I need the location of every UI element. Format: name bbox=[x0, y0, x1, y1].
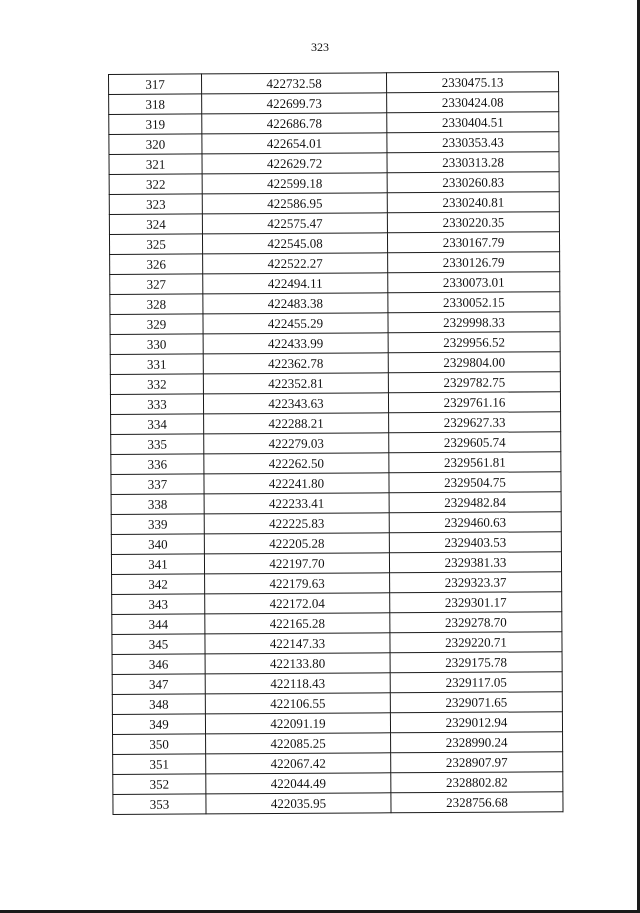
y-coordinate-cell: 2328802.82 bbox=[391, 772, 563, 793]
x-coordinate-cell: 422179.63 bbox=[205, 573, 390, 594]
x-coordinate-cell: 422629.72 bbox=[202, 153, 387, 174]
point-number-cell: 335 bbox=[111, 434, 204, 455]
y-coordinate-cell: 2330126.79 bbox=[388, 252, 560, 273]
y-coordinate-cell: 2330073.01 bbox=[388, 272, 560, 293]
y-coordinate-cell: 2330167.79 bbox=[387, 232, 559, 253]
x-coordinate-cell: 422241.80 bbox=[204, 473, 389, 494]
x-coordinate-cell: 422225.83 bbox=[204, 513, 389, 534]
table-row bbox=[109, 72, 559, 95]
x-coordinate-cell: 422197.70 bbox=[204, 553, 389, 574]
point-number-cell: 317 bbox=[109, 74, 202, 95]
table-row bbox=[111, 412, 561, 435]
table-row bbox=[112, 692, 562, 715]
x-coordinate-cell: 422172.04 bbox=[205, 593, 390, 614]
x-coordinate-cell: 422699.73 bbox=[202, 93, 387, 114]
y-coordinate-cell: 2329220.71 bbox=[390, 632, 562, 653]
x-coordinate-cell: 422686.78 bbox=[202, 113, 387, 134]
y-coordinate-cell: 2329117.05 bbox=[390, 672, 562, 693]
y-coordinate-cell: 2329381.33 bbox=[389, 552, 561, 573]
x-coordinate-cell: 422586.95 bbox=[202, 193, 387, 214]
table-row bbox=[109, 192, 559, 215]
point-number-cell: 353 bbox=[113, 794, 206, 815]
point-number-cell: 334 bbox=[111, 414, 204, 435]
table-row bbox=[111, 432, 561, 455]
y-coordinate-cell: 2329460.63 bbox=[389, 512, 561, 533]
point-number-cell: 340 bbox=[111, 534, 204, 555]
y-coordinate-cell: 2330424.08 bbox=[387, 92, 559, 113]
point-number-cell: 336 bbox=[111, 454, 204, 475]
point-number-cell: 351 bbox=[113, 754, 206, 775]
y-coordinate-cell: 2328990.24 bbox=[391, 732, 563, 753]
point-number-cell: 325 bbox=[109, 234, 202, 255]
x-coordinate-cell: 422599.18 bbox=[202, 173, 387, 194]
table-row bbox=[109, 112, 559, 135]
y-coordinate-cell: 2329804.00 bbox=[388, 352, 560, 373]
point-number-cell: 333 bbox=[110, 394, 203, 415]
table-row bbox=[109, 212, 559, 235]
x-coordinate-cell: 422233.41 bbox=[204, 493, 389, 514]
point-number-cell: 331 bbox=[110, 354, 203, 375]
x-coordinate-cell: 422575.47 bbox=[202, 213, 387, 234]
point-number-cell: 329 bbox=[110, 314, 203, 335]
y-coordinate-cell: 2329071.65 bbox=[390, 692, 562, 713]
table-row bbox=[110, 392, 560, 415]
y-coordinate-cell: 2329301.17 bbox=[390, 592, 562, 613]
point-number-cell: 338 bbox=[111, 494, 204, 515]
y-coordinate-cell: 2328907.97 bbox=[391, 752, 563, 773]
x-coordinate-cell: 422545.08 bbox=[202, 233, 387, 254]
x-coordinate-cell: 422133.80 bbox=[205, 653, 390, 674]
point-number-cell: 319 bbox=[109, 114, 202, 135]
table-row bbox=[110, 252, 560, 275]
y-coordinate-cell: 2330220.35 bbox=[387, 212, 559, 233]
y-coordinate-cell: 2329482.84 bbox=[389, 492, 561, 513]
point-number-cell: 321 bbox=[109, 154, 202, 175]
x-coordinate-cell: 422147.33 bbox=[205, 633, 390, 654]
y-coordinate-cell: 2330052.15 bbox=[388, 292, 560, 313]
y-coordinate-cell: 2330353.43 bbox=[387, 132, 559, 153]
point-number-cell: 343 bbox=[112, 594, 205, 615]
y-coordinate-cell: 2329605.74 bbox=[389, 432, 561, 453]
x-coordinate-cell: 422362.78 bbox=[203, 353, 388, 374]
y-coordinate-cell: 2328756.68 bbox=[391, 792, 563, 813]
coordinate-table bbox=[108, 71, 564, 815]
table-row bbox=[113, 752, 563, 775]
point-number-cell: 342 bbox=[112, 574, 205, 595]
x-coordinate-cell: 422205.28 bbox=[204, 533, 389, 554]
table-row bbox=[112, 572, 562, 595]
y-coordinate-cell: 2330475.13 bbox=[386, 72, 558, 93]
x-coordinate-cell: 422352.81 bbox=[203, 373, 388, 394]
x-coordinate-cell: 422522.27 bbox=[203, 253, 388, 274]
x-coordinate-cell: 422165.28 bbox=[205, 613, 390, 634]
x-coordinate-cell: 422279.03 bbox=[204, 433, 389, 454]
point-number-cell: 324 bbox=[109, 214, 202, 235]
table-row bbox=[111, 532, 561, 555]
table-row bbox=[110, 292, 560, 315]
table-row bbox=[111, 552, 561, 575]
point-number-cell: 350 bbox=[113, 734, 206, 755]
point-number-cell: 328 bbox=[110, 294, 203, 315]
table-body bbox=[109, 72, 564, 815]
point-number-cell: 327 bbox=[110, 274, 203, 295]
point-number-cell: 318 bbox=[109, 94, 202, 115]
x-coordinate-cell: 422035.95 bbox=[206, 793, 391, 814]
table-row bbox=[110, 272, 560, 295]
x-coordinate-cell: 422732.58 bbox=[202, 73, 387, 94]
point-number-cell: 348 bbox=[112, 694, 205, 715]
table-row bbox=[111, 492, 561, 515]
point-number-cell: 322 bbox=[109, 174, 202, 195]
table-row bbox=[109, 172, 559, 195]
y-coordinate-cell: 2329403.53 bbox=[389, 532, 561, 553]
point-number-cell: 337 bbox=[111, 474, 204, 495]
table-row bbox=[113, 732, 563, 755]
point-number-cell: 332 bbox=[110, 374, 203, 395]
x-coordinate-cell: 422343.63 bbox=[203, 393, 388, 414]
x-coordinate-cell: 422091.19 bbox=[205, 713, 390, 734]
table-row bbox=[110, 352, 560, 375]
point-number-cell: 344 bbox=[112, 614, 205, 635]
table-row bbox=[112, 612, 562, 635]
point-number-cell: 352 bbox=[113, 774, 206, 795]
point-number-cell: 346 bbox=[112, 654, 205, 675]
x-coordinate-cell: 422262.50 bbox=[204, 453, 389, 474]
table-row bbox=[109, 92, 559, 115]
point-number-cell: 323 bbox=[109, 194, 202, 215]
y-coordinate-cell: 2329012.94 bbox=[390, 712, 562, 733]
x-coordinate-cell: 422288.21 bbox=[204, 413, 389, 434]
point-number-cell: 339 bbox=[111, 514, 204, 535]
table-row bbox=[110, 332, 560, 355]
point-number-cell: 341 bbox=[111, 554, 204, 575]
x-coordinate-cell: 422483.38 bbox=[203, 293, 388, 314]
point-number-cell: 320 bbox=[109, 134, 202, 155]
y-coordinate-cell: 2329504.75 bbox=[389, 472, 561, 493]
point-number-cell: 326 bbox=[110, 254, 203, 275]
table-row bbox=[111, 472, 561, 495]
x-coordinate-cell: 422654.01 bbox=[202, 133, 387, 154]
y-coordinate-cell: 2329561.81 bbox=[389, 452, 561, 473]
x-coordinate-cell: 422085.25 bbox=[206, 733, 391, 754]
table-row bbox=[112, 652, 562, 675]
table-row bbox=[109, 152, 559, 175]
table-row bbox=[111, 452, 561, 475]
x-coordinate-cell: 422106.55 bbox=[205, 693, 390, 714]
y-coordinate-cell: 2329323.37 bbox=[390, 572, 562, 593]
point-number-cell: 347 bbox=[112, 674, 205, 695]
table-row bbox=[110, 372, 560, 395]
x-coordinate-cell: 422044.49 bbox=[206, 773, 391, 794]
point-number-cell: 349 bbox=[112, 714, 205, 735]
page-number: 323 bbox=[311, 40, 329, 54]
x-coordinate-cell: 422118.43 bbox=[205, 673, 390, 694]
table-row bbox=[112, 672, 562, 695]
table-row bbox=[112, 712, 562, 735]
y-coordinate-cell: 2330260.83 bbox=[387, 172, 559, 193]
point-number-cell: 345 bbox=[112, 634, 205, 655]
y-coordinate-cell: 2329998.33 bbox=[388, 312, 560, 333]
table-row bbox=[111, 512, 561, 535]
table-row bbox=[112, 632, 562, 655]
x-coordinate-cell: 422455.29 bbox=[203, 313, 388, 334]
y-coordinate-cell: 2329956.52 bbox=[388, 332, 560, 353]
x-coordinate-cell: 422494.11 bbox=[203, 273, 388, 294]
table-row bbox=[113, 772, 563, 795]
y-coordinate-cell: 2329761.16 bbox=[388, 392, 560, 413]
y-coordinate-cell: 2329278.70 bbox=[390, 612, 562, 633]
point-number-cell: 330 bbox=[110, 334, 203, 355]
table-row bbox=[109, 232, 559, 255]
x-coordinate-cell: 422067.42 bbox=[206, 753, 391, 774]
y-coordinate-cell: 2329175.78 bbox=[390, 652, 562, 673]
y-coordinate-cell: 2329782.75 bbox=[388, 372, 560, 393]
x-coordinate-cell: 422433.99 bbox=[203, 333, 388, 354]
y-coordinate-cell: 2330313.28 bbox=[387, 152, 559, 173]
table-row bbox=[112, 592, 562, 615]
y-coordinate-cell: 2330240.81 bbox=[387, 192, 559, 213]
table-row bbox=[113, 792, 563, 815]
table-row bbox=[110, 312, 560, 335]
y-coordinate-cell: 2329627.33 bbox=[389, 412, 561, 433]
y-coordinate-cell: 2330404.51 bbox=[387, 112, 559, 133]
table-row bbox=[109, 132, 559, 155]
